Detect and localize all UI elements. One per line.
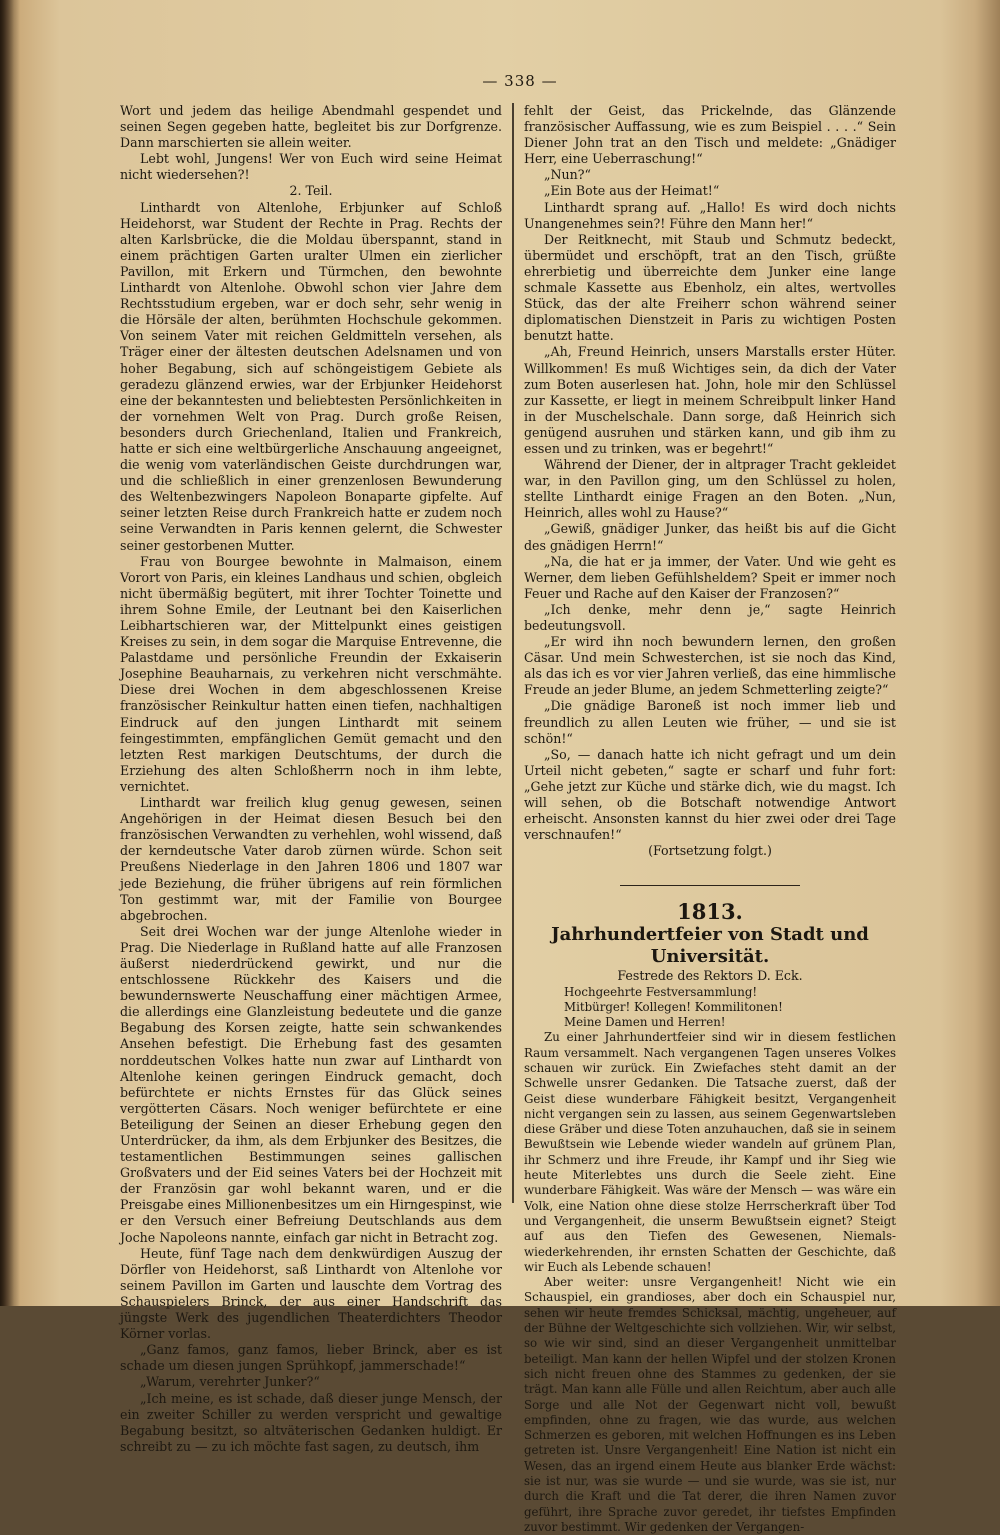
paragraph: Seit drei Wochen war der junge Altenlohe wieder in Prag. Die Niederlage in Rußland hatte auf alle Franzosen äußerst niederdrückend gewirkt, und nur die entschlossene Rückkehr des Kaisers und die bewundernswerte Neuschaffung einer mächtigen Armee, die allerdings eine Glanzleistung bedeutete und die ganze Begabung des Korsen zeigte, hatte sein schwankendes Ansehen befestigt. Die Erhebung fast des gesamten norddeutschen Volkes hatte nun zwar auf Linthardt von Altenlohe keinen geringen Eindruck gemacht, doch befürchtete er nichts Ernstes für das Glück seines vergötterten Cäsars. Noch weniger befürchtete er eine Beteiligung der Seinen an dieser Erhebung gegen den Unterdrücker, da ihm, als dem Erbjunker des Besitzes, die testamentlichen Bestimmungen seines gallischen Großvaters und der Eid seines Vaters bei der Hochzeit mit der Französin gar wohl bekannt waren, und er die Preisgabe eines Millionenbesitzes um ein Hirngespinst, wie er den Versuch einer Befreiung Deutschlands aus dem Joche Napoleons nannte, einfach gar nicht in Betracht zog.: [120, 923, 502, 1245]
binding-shadow: [0, 0, 20, 1306]
paragraph: Frau von Bourgee bewohnte in Malmaison, einem Vorort von Paris, ein kleines Landhaus und schien, obgleich nicht übermäßig begütert, mit ihrer Tochter Toinette und ihrem Sohne Emile, der Leutnant bei den Kaiserlichen Leibhartschieren war, der Mittelpunkt eines geistigen Kreises zu sein, in dem sogar die Marquise Entrevenne, die Palastdame und persönliche Freundin der Exkaiserin Josephine Beauharnais, zu verkehren nicht verschmähte. Diese drei Wochen in dem abgeschlossenen Kreise französischer Reinkultur hatten einen tiefen, nachhaltigen Eindruck auf den jungen Linthardt mit seinem feingestimmten, empfänglichen Gemüt gemacht und den letzten Rest markigen Deutschtums, der durch die Erziehung des alten Schloßherrn noch in ihm lebte, vernichtet.: [120, 553, 502, 794]
paragraph: „Ich meine, es ist schade, daß dieser junge Mensch, der ein zweiter Schiller zu werden verspricht und gewaltige Begabung besitzt, so altväterischen Gedanken huldigt. Er schreibt zu — zu ich möchte fast sagen, zu deutsch, ihm: [120, 1390, 502, 1454]
paragraph: „Die gnädige Baroneß ist noch immer lieb und freundlich zu allen Leuten wie früher, — und sie ist schön!“: [524, 698, 896, 746]
speech-paragraph: Aber weiter: unsre Vergangenheit! Nicht wie ein Schauspiel, ein grandioses, aber doch ein Schauspiel nur, sehen wir heute fremdes Schicksal, mächtig, ungeheuer, auf der Bühne der Weltgeschichte sich vollziehen. Wir, wir selbst, so wie wir sind, sind an dieser Vergangenheit unmittelbar beteiligt. Man kann der hellen Wipfel und der stolzen Kronen sich nicht freuen ohne des Stammes zu gedenken, der sie trägt. Man kann alle Fülle und allen Reichtum, aber auch alle Sorge und alle Not der Gegenwart nicht voll, bewußt empfinden, ohne zu fragen, wie das wurde, aus welchen Schmerzen es geboren, mit welchen Hoffnungen es ins Leben getreten ist. Unsre Vergangenheit! Eine Nation ist nicht ein Wesen, das an irgend einem Heute aus blanker Erde wächst: sie ist nur, was sie wurde — und sie wurde, was sie ist, nur durch die Kraft und die Tat derer, die ihren Namen zuvor geführt, ihre Sprache zuvor geredet, ihr tiefstes Empfinden zuvor bestimmt. Wir gedenken der Vergangen-: [524, 1275, 896, 1534]
greeting-line: Mitbürger! Kollegen! Kommilitonen!: [564, 999, 783, 1014]
article-year: 1813.: [677, 899, 743, 925]
paragraph: Linthardt war freilich klug genug gewesen, seinen Angehörigen in der Heimat diesen Besuch bei den französischen Verwandten zu verhehlen, wohl wissend, daß der kerndeutsche Vater darob zürnen würde. Schon seit Preußens Niederlage in den Jahren 1806 und 1807 war jede Beziehung, die früher übrigens auf rein förmlichen Ton gestimmt war, mit der Familie von Bourgee abgebrochen.: [120, 795, 502, 923]
paragraph: fehlt der Geist, das Prickelnde, das Glänzende französischer Auffassung, wie es zum Beispiel . . . .“ Sein Diener John trat an den Tisch und meldete: „Gnädiger Herr, eine Ueberraschung!“: [524, 103, 896, 167]
page-number: — 338 —: [482, 72, 558, 90]
paragraph: Linthardt sprang auf. „Hallo! Es wird doch nichts Unangenehmes sein?! Führe den Mann her!“: [524, 199, 896, 231]
paragraph: „So, — danach hatte ich nicht gefragt und um dein Urteil nicht gebeten,“ sagte er scharf und fuhr fort: „Gehe jetzt zur Küche und stärke dich, wie du magst. Ich will sehen, ob die Botschaft notwendige Antwort erheischt. Ansonsten kannst du hier zwei oder drei Tage verschnaufen!“: [524, 746, 896, 843]
left-column: [120, 103, 502, 1455]
paragraph: „Gewiß, gnädiger Junker, das heißt bis auf die Gicht des gnädigen Herrn!“: [524, 521, 896, 553]
paragraph: „Nun?“: [544, 167, 591, 183]
speech-paragraph: Zu einer Jahrhundertfeier sind wir in diesem festlichen Raum versammelt. Nach vergangenen Tagen unseres Volkes schauen wir zurück. Ein Zwiefaches steht damit an der Schwelle unsrer Gedanken. Die Tatsache zuerst, daß der Geist diese wunderbare Fähigkeit besitzt, Vergangenheit nicht vergangen sein zu lassen, aus seinem Gegenwartsleben diese Gräber und diese Toten anzuhauchen, daß sie in seinem Bewußtsein wie Lebende wieder wandeln auf grünem Plan, ihr Schmerz und ihre Freude, ihr Kampf und ihr Sieg wie heute Miterlebtes uns durch die Seele zieht. Eine wunderbare Fähigkeit. Was wäre der Mensch — was wäre ein Volk, eine Nation ohne diese stolze Herrscherkraft über Tod und Vergangenheit, die unserm Bewußtsein eignet? Steigt auf aus den Tiefen des Gewesenen, Niemals-wiederkehrenden, ihr ernsten Schatten der Geschichte, daß wir Euch als Lebende schauen!: [524, 1030, 896, 1274]
greeting-line: Meine Damen und Herren!: [564, 1015, 726, 1030]
paragraph: Heute, fünf Tage nach dem denkwürdigen Auszug der Dörfler von Heidehorst, saß Linthardt von Altenlohe vor seinem Pavillon im Garten und lauschte dem Vortrag des Schauspielers Brinck, der aus einer Handschrift das jüngste Werk des jugendlichen Theaterdichters Theodor Körner vorlas.: [120, 1245, 502, 1342]
continued-note: (Fortsetzung folgt.): [648, 843, 772, 859]
paragraph: Der Reitknecht, mit Staub und Schmutz bedeckt, übermüdet und erschöpft, trat an den Tisch, grüßte ehrerbietig und überreichte dem Junker eine lange schmale Kassette aus Ebenholz, ein altes, wertvolles Stück, das der alte Freiherr schon während seiner diplomatischen Dienstzeit in Paris zu wichtigen Posten benutzt hatte.: [524, 231, 896, 344]
paragraph: Lebt wohl, Jungens! Wer von Euch wird seine Heimat nicht wiedersehen?!: [120, 151, 502, 183]
article-byline: Festrede des Rektors D. Eck.: [617, 968, 803, 984]
paragraph: Während der Diener, der in altprager Tracht gekleidet war, in den Pavillon ging, um den Schlüssel zu holen, stellte Linthardt einige Fragen an den Boten. „Nun, Heinrich, alles wohl zu Hause?“: [524, 457, 896, 521]
column-divider: [512, 103, 514, 1203]
greeting-line: Hochgeehrte Festversammlung!: [564, 984, 758, 999]
paragraph: „Er wird ihn noch bewundern lernen, den großen Cäsar. Und mein Schwesterchen, ist sie noch das Kind, als das ich es vor vier Jahren verließ, das eine himmlische Freude an jeder Blume, an jedem Schmetterling zeigte?“: [524, 634, 896, 698]
paragraph: „Ein Bote aus der Heimat!“: [544, 183, 720, 199]
paragraph: Wort und jedem das heilige Abendmahl gespendet und seinen Segen gegeben hatte, begleitet bis zur Dorfgrenze. Dann marschierten sie allein weiter.: [120, 103, 502, 151]
paragraph: „Na, die hat er ja immer, der Vater. Und wie geht es Werner, dem lieben Gefühlsheldem? Speit er immer noch Feuer und Rache auf den Kaiser der Franzosen?“: [524, 553, 896, 601]
right-column: [524, 103, 896, 1535]
section-heading: 2. Teil.: [289, 183, 333, 199]
section-divider: [620, 885, 800, 886]
paragraph: „Ganz famos, ganz famos, lieber Brinck, aber es ist schade um diesen jungen Sprühkopf, jammerschade!“: [120, 1342, 502, 1374]
paragraph: „Ah, Freund Heinrich, unsers Marstalls erster Hüter. Willkommen! Es muß Wichtiges sein, da dich der Vater zum Boten auserlesen hat. John, hole mir den Schlüssel zur Kassette, er liegt in meinem Schreibpult linker Hand in der Muschelschale. Dann sorge, daß Heinrich sich genügend ausruhen und stärken kann, und gib ihm zu essen und zu trinken, was er begehrt!“: [524, 344, 896, 456]
paragraph: „Warum, verehrter Junker?“: [140, 1374, 320, 1390]
paragraph: „Ich denke, mehr denn je,“ sagte Heinrich bedeutungsvoll.: [524, 601, 896, 633]
article-headline: Jahrhundertfeier von Stadt und Universität.: [551, 924, 869, 968]
paragraph: Linthardt von Altenlohe, Erbjunker auf Schloß Heidehorst, war Student der Rechte in Prag. Rechts der alten Karlsbrücke, die die Moldau überspannt, stand in einem prächtigen Garten uralter Ulmen ein zierlicher Pavillon, mit Erkern und Türmchen, den bewohnte Linthardt von Altenlohe. Obwohl schon vier Jahre dem Rechtsstudium ergeben, war er doch sehr, sehr wenig in die Hörsäle der alten, berühmten Hochschule gekommen. Von seinem Vater mit reichen Geldmitteln versehen, als Träger einer der ältesten deutschen Adelsnamen und von hoher Begabung, sich auf schöngeistigem Gebiete als geradezu glänzend erwies, war der Erbjunker Heidehorst eine der bekanntesten und beliebtesten Persönlichkeiten in der vornehmen Welt von Prag. Durch große Reisen, besonders durch Griechenland, Italien und Frankreich, hatte er sich eine weltbürgerliche Anschauung angeeignet, die wenig vom vaterländischen Geiste durchdrungen war, und die schließlich in einer grenzenlosen Bewunderung des Weltenbezwingers Napoleon Bonaparte gipfelte. Auf seiner letzten Reise durch Frankreich hatte er zudem noch seine Verwandten in Paris kennen gelernt, die Schwester seiner gestorbenen Mutter.: [120, 199, 502, 553]
